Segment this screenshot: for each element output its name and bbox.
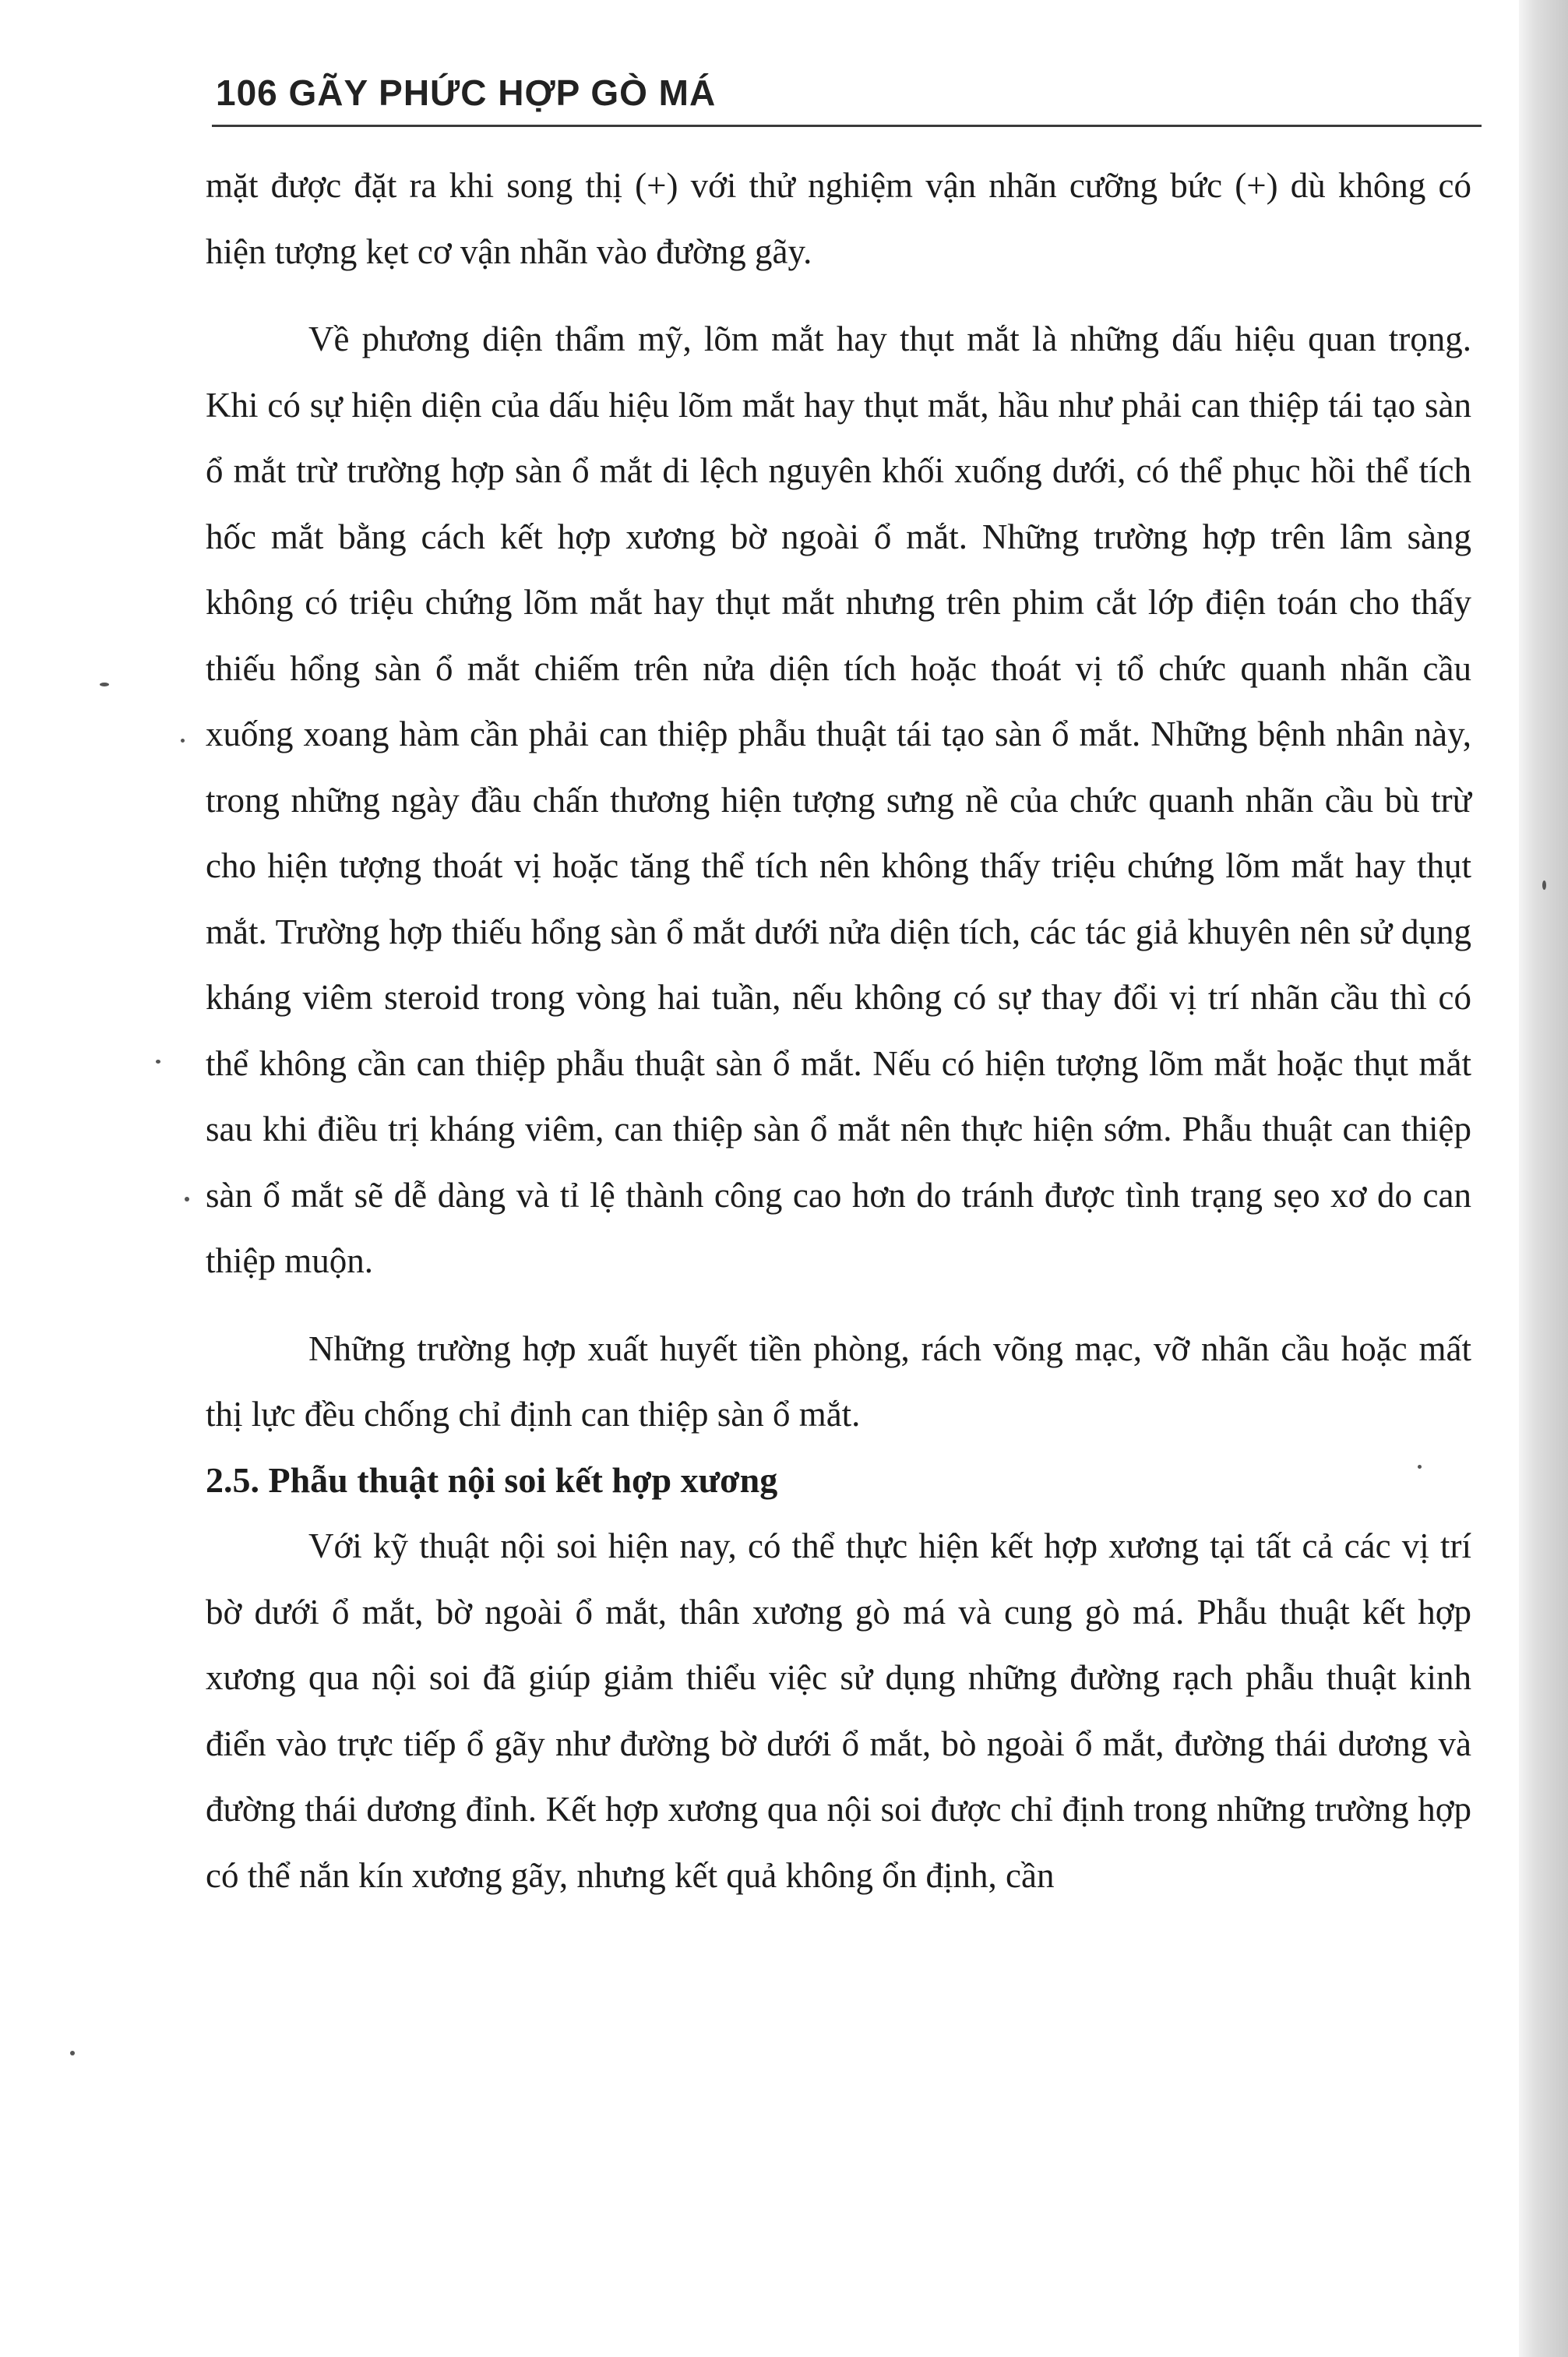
scan-speck (100, 683, 109, 686)
body-text (206, 153, 1471, 1908)
scan-speck (156, 1060, 160, 1064)
book-spine-shadow (1519, 0, 1568, 2357)
paragraph-continuation: mặt được đặt ra khi song thị (+) với thử nghiệm vận nhãn cưỡng bức (+) dù không có hiện tượng kẹt cơ vận nhãn vào đường gãy. (206, 166, 1471, 271)
paragraph-endoscopy: Với kỹ thuật nội soi hiện nay, có thể thực hiện kết hợp xương tại tất cả các vị trí bờ dưới ổ mắt, bờ ngoài ổ mắt, thân xương gò má và cung gò má. Phẫu thuật kết hợp xương qua nội soi đã giúp giảm thiểu việc sử dụng những đường rạch phẫu thuật kinh điển vào trực tiếp ổ gãy như đường bờ dưới ổ mắt, bò ngoài ổ mắt, đường thái dương và đường thái dương đỉnh. Kết hợp xương qua nội soi được chỉ định trong những trường hợp có thể nắn kín xương gãy, nhưng kết quả không ổn định, cần (206, 1526, 1471, 1895)
paragraph-aesthetics: Về phương diện thẩm mỹ, lõm mắt hay thụt mắt là những dấu hiệu quan trọng. Khi có sự hiện diện của dấu hiệu lõm mắt hay thụt mắt, hầu như phải can thiệp tái tạo sàn ổ mắt trừ trường hợp sàn ổ mắt di lệch nguyên khối xuống dưới, có thể phục hồi thể tích hốc mắt bằng cách kết hợp xương bờ ngoài ổ mắt. Những trường hợp trên lâm sàng không có triệu chứng lõm mắt hay thụt mắt nhưng trên phim cắt lớp điện toán cho thấy thiếu hổng sàn ổ mắt chiếm trên nửa diện tích hoặc thoát vị tổ chức quanh nhãn cầu xuống xoang hàm cần phải can thiệp phẫu thuật tái tạo sàn ổ mắt. Những bệnh nhân này, trong những ngày đầu chấn thương hiện tượng sưng nề của chức quanh nhãn cầu bù trừ cho hiện tượng thoát vị hoặc tăng thể tích nên không thấy triệu chứng lõm mắt hay thụt mắt. Trường hợp thiếu hổng sàn ổ mắt dưới nửa diện tích, các tác giả khuyên nên sử dụng kháng viêm steroid trong vòng hai tuần, nếu không có sự thay đổi vị trí nhãn cầu thì có thể không cần can thiệp phẫu thuật sàn ổ mắt. Nếu có hiện tượng lõm mắt hoặc thụt mắt sau khi điều trị kháng viêm, can thiệp sàn ổ mắt nên thực hiện sớm. Phẫu thuật can thiệp sàn ổ mắt sẽ dễ dàng và tỉ lệ thành công cao hơn do tránh được tình trạng sẹo xơ do can thiệp muộn. (206, 319, 1471, 1280)
running-head: 106 GÃY PHỨC HỢP GÒ MÁ (216, 72, 717, 113)
scan-speck (1542, 880, 1546, 890)
section-heading: 2.5. Phẫu thuật nội soi kết hợp xương (206, 1459, 778, 1500)
scan-speck (181, 739, 185, 743)
scan-speck (1418, 1465, 1422, 1469)
scan-speck (70, 2051, 75, 2055)
header-rule (212, 125, 1482, 127)
paragraph-contraindications: Những trường hợp xuất huyết tiền phòng, rách võng mạc, vỡ nhãn cầu hoặc mất thị lực đều chống chỉ định can thiệp sàn ổ mắt. (206, 1328, 1471, 1434)
scan-speck (185, 1197, 189, 1201)
